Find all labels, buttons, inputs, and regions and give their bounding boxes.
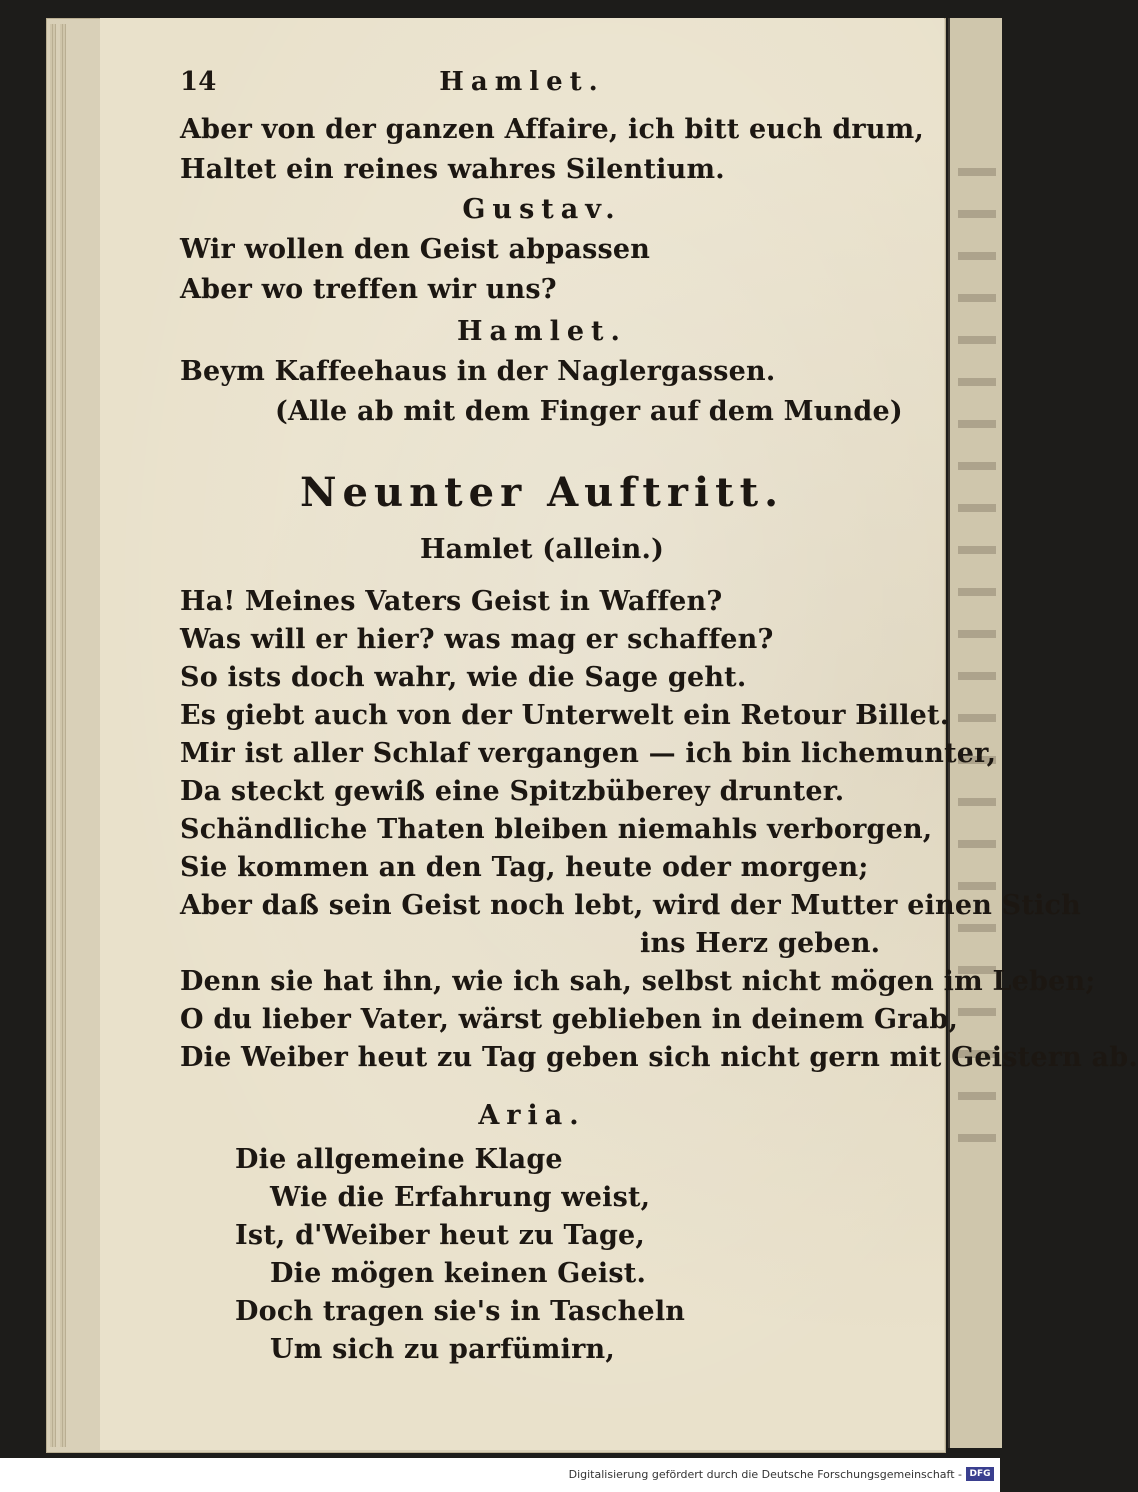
aria-line: Die allgemeine Klage	[235, 1144, 563, 1175]
verse-line: Da steckt gewiß eine Spitzbüberey drunter.	[180, 776, 845, 807]
verse-line: Wir wollen den Geist abpassen	[180, 234, 651, 265]
verse-line: Haltet ein reines wahres Silentium.	[180, 154, 725, 185]
verse-line: O du lieber Vater, wärst geblieben in deinem Grab,	[180, 1004, 959, 1035]
aria-line: Doch tragen sie's in Tascheln	[235, 1296, 686, 1327]
book-page	[100, 18, 1138, 1450]
verse-line-continuation: ins Herz geben.	[640, 928, 881, 959]
verse-line: Es giebt auch von der Unterwelt ein Retour Billet.	[180, 700, 950, 731]
verse-line: Die Weiber heut zu Tag geben sich nicht gern mit Geistern ab.	[180, 1042, 1138, 1073]
scene-heading: Neunter Auftritt.	[299, 469, 785, 516]
verse-line: Aber daß sein Geist noch lebt, wird der Mutter einen Stich	[180, 890, 1081, 921]
aria-line: Die mögen keinen Geist.	[270, 1258, 647, 1289]
verse-line: Schändliche Thaten bleiben niemahls verborgen,	[180, 814, 933, 845]
verse-line: Aber von der ganzen Affaire, ich bitt euch drum,	[180, 114, 925, 145]
running-head: Hamlet.	[439, 67, 605, 97]
digitization-footer	[0, 1458, 1000, 1492]
aria-label: Aria.	[478, 1100, 586, 1131]
aria-line: Um sich zu parfümirn,	[270, 1334, 615, 1365]
speaker-name: Hamlet.	[457, 316, 627, 347]
facing-page-edge	[948, 18, 1002, 1448]
verse-line: Aber wo treffen wir uns?	[180, 274, 557, 305]
verse-line: Ha! Meines Vaters Geist in Waffen?	[180, 586, 723, 617]
verse-line: Sie kommen an den Tag, heute oder morgen;	[180, 852, 869, 883]
verse-line: So ists doch wahr, wie die Sage geht.	[180, 662, 747, 693]
facing-page-bleed-marks	[958, 168, 1002, 1176]
verse-line: Was will er hier? was mag er schaffen?	[180, 624, 774, 655]
funding-credit: Digitalisierung gefördert durch die Deutsche Forschungsgemeinschaft -	[568, 1468, 962, 1481]
aria-line: Ist, d'Weiber heut zu Tage,	[235, 1220, 646, 1251]
stage-direction: (Alle ab mit dem Finger auf dem Munde)	[275, 396, 903, 427]
page-number: 14	[180, 67, 217, 97]
scene-subheading: Hamlet (allein.)	[419, 534, 665, 565]
verse-line: Beym Kaffeehaus in der Naglergassen.	[180, 356, 776, 387]
aria-line: Wie die Erfahrung weist,	[270, 1182, 651, 1213]
speaker-name: Gustav.	[462, 194, 622, 225]
verse-line: Mir ist aller Schlaf vergangen — ich bin lichemunter,	[180, 738, 997, 769]
verse-line: Denn sie hat ihn, wie ich sah, selbst nicht mögen im Leben;	[180, 966, 1096, 997]
dfg-logo: DFG	[966, 1467, 994, 1481]
